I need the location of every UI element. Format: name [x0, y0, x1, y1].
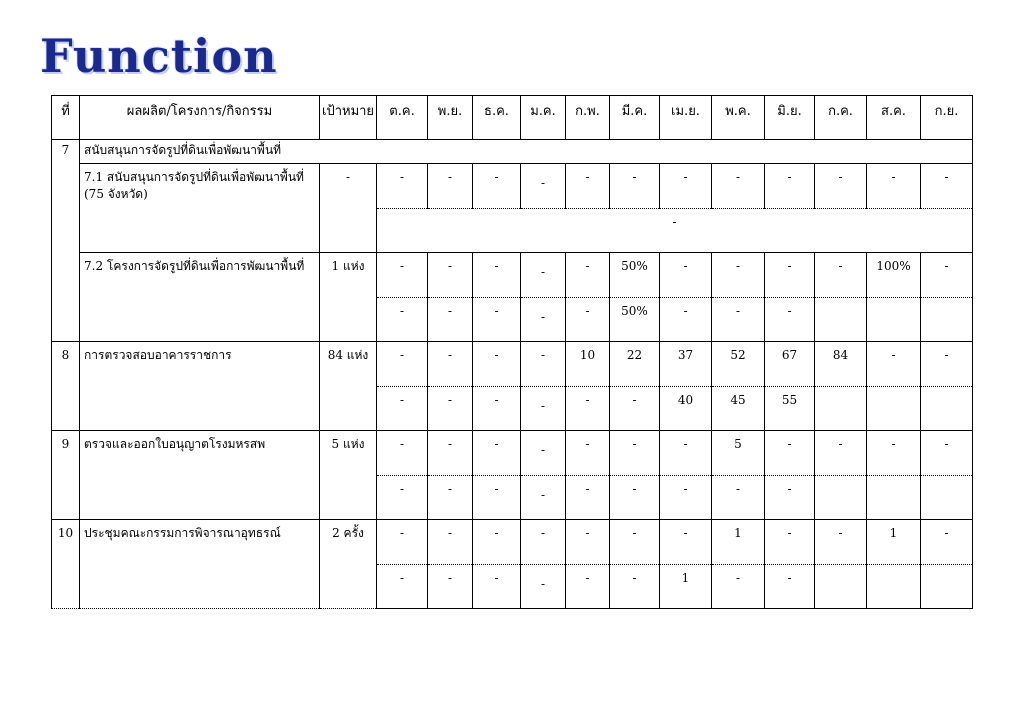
cell-value: 1 [889, 526, 898, 540]
cell-value: - [399, 259, 405, 273]
cell-value: 37 [677, 348, 694, 362]
month-cell [867, 164, 921, 209]
month-cell [712, 164, 765, 209]
cell-value: - [540, 176, 546, 190]
month-cell [660, 253, 712, 298]
cell-value: - [632, 393, 637, 407]
month-cell [765, 342, 815, 387]
row-number: 8 [52, 342, 80, 431]
month-cell [521, 476, 566, 520]
row-number: 10 [52, 520, 80, 609]
month-cell [428, 565, 473, 609]
cell-value: - [447, 571, 453, 585]
cell-value: - [494, 304, 499, 318]
cell-value: - [540, 265, 546, 279]
month-cell [867, 298, 921, 342]
month-cell [867, 520, 921, 565]
month-cell [815, 298, 867, 342]
page-title: Function [40, 29, 278, 83]
cell-value: - [494, 437, 499, 451]
cell-value: - [447, 259, 453, 273]
cell-value: - [399, 170, 405, 184]
cell-value: - [447, 526, 453, 540]
item-name: 7.1 สนับสนุนการจัดรูปที่ดินเพื่อพัฒนาพื้นที่ (75 จังหวัด) [80, 164, 320, 253]
item-name: ตรวจและออกใบอนุญาตโรงมหรสพ [80, 431, 320, 520]
month-cell [610, 431, 660, 476]
cell-value: - [735, 571, 741, 585]
cell-value: - [838, 259, 843, 273]
cell-value: - [585, 393, 590, 407]
cell-value: - [399, 571, 405, 585]
month-cell [815, 431, 867, 476]
month-cell [765, 520, 815, 565]
month-cell [867, 565, 921, 609]
cell-value: - [399, 526, 405, 540]
cell-value: - [585, 304, 590, 318]
actual-merged-cell: - [377, 209, 973, 253]
month-cell [473, 565, 521, 609]
cell-value: - [494, 170, 499, 184]
month-cell [765, 253, 815, 298]
cell-value: - [735, 482, 741, 496]
month-cell [765, 476, 815, 520]
cell-value: - [891, 170, 896, 184]
month-cell [566, 387, 610, 431]
month-cell [660, 342, 712, 387]
cell-value: - [447, 304, 453, 318]
month-cell [815, 342, 867, 387]
month-cell [660, 565, 712, 609]
month-cell [566, 298, 610, 342]
month-cell [377, 520, 428, 565]
month-cell [660, 387, 712, 431]
month-cell [521, 253, 566, 298]
cell-value: - [944, 437, 949, 451]
month-cell [377, 164, 428, 209]
cell-value: - [540, 526, 546, 540]
month-cell [712, 565, 765, 609]
month-cell [815, 565, 867, 609]
month-cell [428, 298, 473, 342]
month-cell [610, 565, 660, 609]
cell-value: - [540, 577, 546, 591]
month-cell [473, 387, 521, 431]
month-cell [712, 342, 765, 387]
column-header: ก.พ. [566, 96, 610, 140]
cell-value: - [585, 482, 590, 496]
column-header: ต.ค. [377, 96, 428, 140]
month-cell [815, 164, 867, 209]
month-cell [660, 164, 712, 209]
cell-value: - [683, 482, 688, 496]
month-cell [377, 253, 428, 298]
month-cell [428, 431, 473, 476]
cell-value: 50% [621, 304, 648, 318]
month-cell [566, 253, 610, 298]
plan-row [52, 253, 973, 298]
table-body [52, 140, 973, 609]
month-cell [921, 387, 973, 431]
plan-row [52, 520, 973, 565]
cell-value: - [399, 437, 405, 451]
cell-value: - [399, 348, 405, 362]
cell-value: - [944, 170, 949, 184]
cell-value: - [494, 526, 499, 540]
cell-value: - [683, 526, 688, 540]
cell-value: 1 [681, 571, 690, 585]
month-cell [377, 298, 428, 342]
plan-row [52, 164, 973, 209]
column-header: เม.ย. [660, 96, 712, 140]
cell-value: - [735, 259, 741, 273]
cell-value: 10 [579, 348, 596, 362]
cell-value: 22 [626, 348, 643, 362]
month-cell [660, 520, 712, 565]
column-header: เป้าหมาย [320, 96, 377, 140]
cell-value: - [540, 348, 546, 362]
month-cell [921, 298, 973, 342]
item-name: ประชุมคณะกรรมการพิจารณาอุทธรณ์ [80, 520, 320, 609]
cell-value: - [787, 170, 792, 184]
month-cell [660, 298, 712, 342]
header-row [52, 96, 973, 140]
month-cell [521, 342, 566, 387]
cell-value: 1 [734, 526, 742, 540]
cell-value: - [787, 304, 792, 318]
month-cell [428, 387, 473, 431]
month-cell [428, 253, 473, 298]
item-target: 5 แห่ง [320, 431, 377, 520]
cell-value: - [585, 170, 590, 184]
work-plan-table [51, 95, 973, 609]
column-header: พ.ค. [712, 96, 765, 140]
month-cell [566, 520, 610, 565]
row-number: 9 [52, 431, 80, 520]
month-cell [610, 476, 660, 520]
month-cell [712, 520, 765, 565]
cell-value: - [494, 348, 499, 362]
month-cell [765, 565, 815, 609]
cell-value: - [735, 304, 741, 318]
month-cell [815, 387, 867, 431]
cell-value: - [838, 170, 843, 184]
month-cell [712, 298, 765, 342]
month-cell [712, 431, 765, 476]
month-cell [921, 520, 973, 565]
month-cell [765, 298, 815, 342]
month-cell [377, 342, 428, 387]
month-cell [521, 387, 566, 431]
month-cell [867, 431, 921, 476]
column-header: มี.ค. [610, 96, 660, 140]
cell-value: - [494, 393, 499, 407]
month-cell [521, 520, 566, 565]
cell-value: - [787, 482, 792, 496]
column-header: ธ.ค. [473, 96, 521, 140]
month-cell [815, 476, 867, 520]
cell-value: - [540, 443, 546, 457]
month-cell [867, 342, 921, 387]
month-cell [428, 476, 473, 520]
month-cell [610, 298, 660, 342]
cell-value: - [399, 482, 405, 496]
column-header: พ.ย. [428, 96, 473, 140]
month-cell [712, 253, 765, 298]
month-cell [428, 520, 473, 565]
cell-value: - [585, 259, 590, 273]
month-cell [867, 253, 921, 298]
cell-value: - [540, 399, 546, 413]
month-cell [377, 476, 428, 520]
cell-value: 84 [832, 348, 849, 362]
item-target: - [320, 164, 377, 253]
month-cell [473, 431, 521, 476]
cell-value: - [494, 571, 499, 585]
plan-row [52, 431, 973, 476]
month-cell [712, 387, 765, 431]
month-cell [566, 342, 610, 387]
month-cell [428, 164, 473, 209]
cell-value: - [683, 437, 688, 451]
item-target: 2 ครั้ง [320, 520, 377, 609]
month-cell [473, 342, 521, 387]
month-cell [521, 431, 566, 476]
cell-value: - [683, 259, 688, 273]
column-header: ส.ค. [867, 96, 921, 140]
cell-value: 67 [781, 348, 798, 362]
cell-value: - [447, 437, 453, 451]
column-header: ผลผลิต/โครงการ/กิจกรรม [80, 96, 320, 140]
section-title: สนับสนุนการจัดรูปที่ดินเพื่อพัฒนาพื้นที่ [80, 140, 973, 164]
month-cell [765, 431, 815, 476]
month-cell [377, 565, 428, 609]
cell-value: 50% [621, 259, 648, 273]
month-cell [815, 253, 867, 298]
month-cell [473, 520, 521, 565]
month-cell [921, 253, 973, 298]
cell-value: 5 [734, 437, 742, 451]
month-cell [660, 476, 712, 520]
month-cell [566, 476, 610, 520]
month-cell [921, 431, 973, 476]
month-cell [610, 342, 660, 387]
month-cell [610, 387, 660, 431]
cell-value: - [944, 526, 949, 540]
item-name: 7.2 โครงการจัดรูปที่ดินเพื่อการพัฒนาพื้นที่ [80, 253, 320, 342]
cell-value: - [891, 348, 896, 362]
month-cell [765, 164, 815, 209]
month-cell [566, 431, 610, 476]
month-cell [566, 164, 610, 209]
cell-value: - [838, 526, 843, 540]
month-cell [610, 164, 660, 209]
cell-value: - [447, 393, 453, 407]
month-cell [610, 520, 660, 565]
cell-value: - [683, 304, 688, 318]
item-name: การตรวจสอบอาคารราชการ [80, 342, 320, 431]
column-header: ก.ค. [815, 96, 867, 140]
cell-value: 45 [730, 393, 746, 407]
cell-value: - [447, 348, 453, 362]
cell-value: - [540, 310, 546, 324]
month-cell [765, 387, 815, 431]
cell-value: - [787, 526, 792, 540]
month-cell [566, 565, 610, 609]
cell-value: - [787, 437, 792, 451]
month-cell [377, 387, 428, 431]
month-cell [660, 431, 712, 476]
cell-value: - [632, 437, 637, 451]
month-cell [473, 298, 521, 342]
month-cell [712, 476, 765, 520]
cell-value: - [399, 393, 405, 407]
month-cell [610, 253, 660, 298]
cell-value: - [632, 170, 637, 184]
month-cell [473, 253, 521, 298]
cell-value: - [447, 482, 453, 496]
item-target: 84 แห่ง [320, 342, 377, 431]
column-header: ก.ย. [921, 96, 973, 140]
month-cell [815, 520, 867, 565]
cell-value: - [787, 571, 792, 585]
cell-value: - [494, 482, 499, 496]
cell-value: - [632, 571, 637, 585]
cell-value: - [838, 437, 843, 451]
month-cell [473, 164, 521, 209]
cell-value: - [447, 170, 453, 184]
cell-value: 100% [876, 259, 911, 273]
month-cell [428, 342, 473, 387]
month-cell [867, 476, 921, 520]
month-cell [921, 342, 973, 387]
cell-value: - [494, 259, 499, 273]
cell-value: - [683, 170, 688, 184]
column-header: ม.ค. [521, 96, 566, 140]
cell-value: - [632, 482, 637, 496]
cell-value: - [944, 348, 949, 362]
month-cell [473, 476, 521, 520]
cell-value: - [399, 304, 405, 318]
item-target: 1 แห่ง [320, 253, 377, 342]
cell-value: - [944, 259, 949, 273]
month-cell [377, 431, 428, 476]
cell-value: - [632, 526, 637, 540]
month-cell [521, 164, 566, 209]
month-cell [921, 476, 973, 520]
month-cell [867, 387, 921, 431]
month-cell [921, 164, 973, 209]
cell-value: 52 [730, 348, 746, 362]
month-cell [521, 298, 566, 342]
cell-value: - [891, 437, 896, 451]
cell-value: - [787, 259, 792, 273]
month-cell [921, 565, 973, 609]
cell-value: - [585, 571, 590, 585]
cell-value: - [585, 437, 590, 451]
column-header: มิ.ย. [765, 96, 815, 140]
cell-value: - [735, 170, 741, 184]
cell-value: - [540, 488, 546, 502]
plan-row [52, 342, 973, 387]
cell-value: 55 [781, 393, 798, 407]
row-number: 7 [52, 140, 80, 342]
month-cell [521, 565, 566, 609]
cell-value: 40 [677, 393, 694, 407]
section-row [52, 140, 973, 164]
cell-value: - [585, 526, 590, 540]
column-header: ที่ [52, 96, 80, 140]
